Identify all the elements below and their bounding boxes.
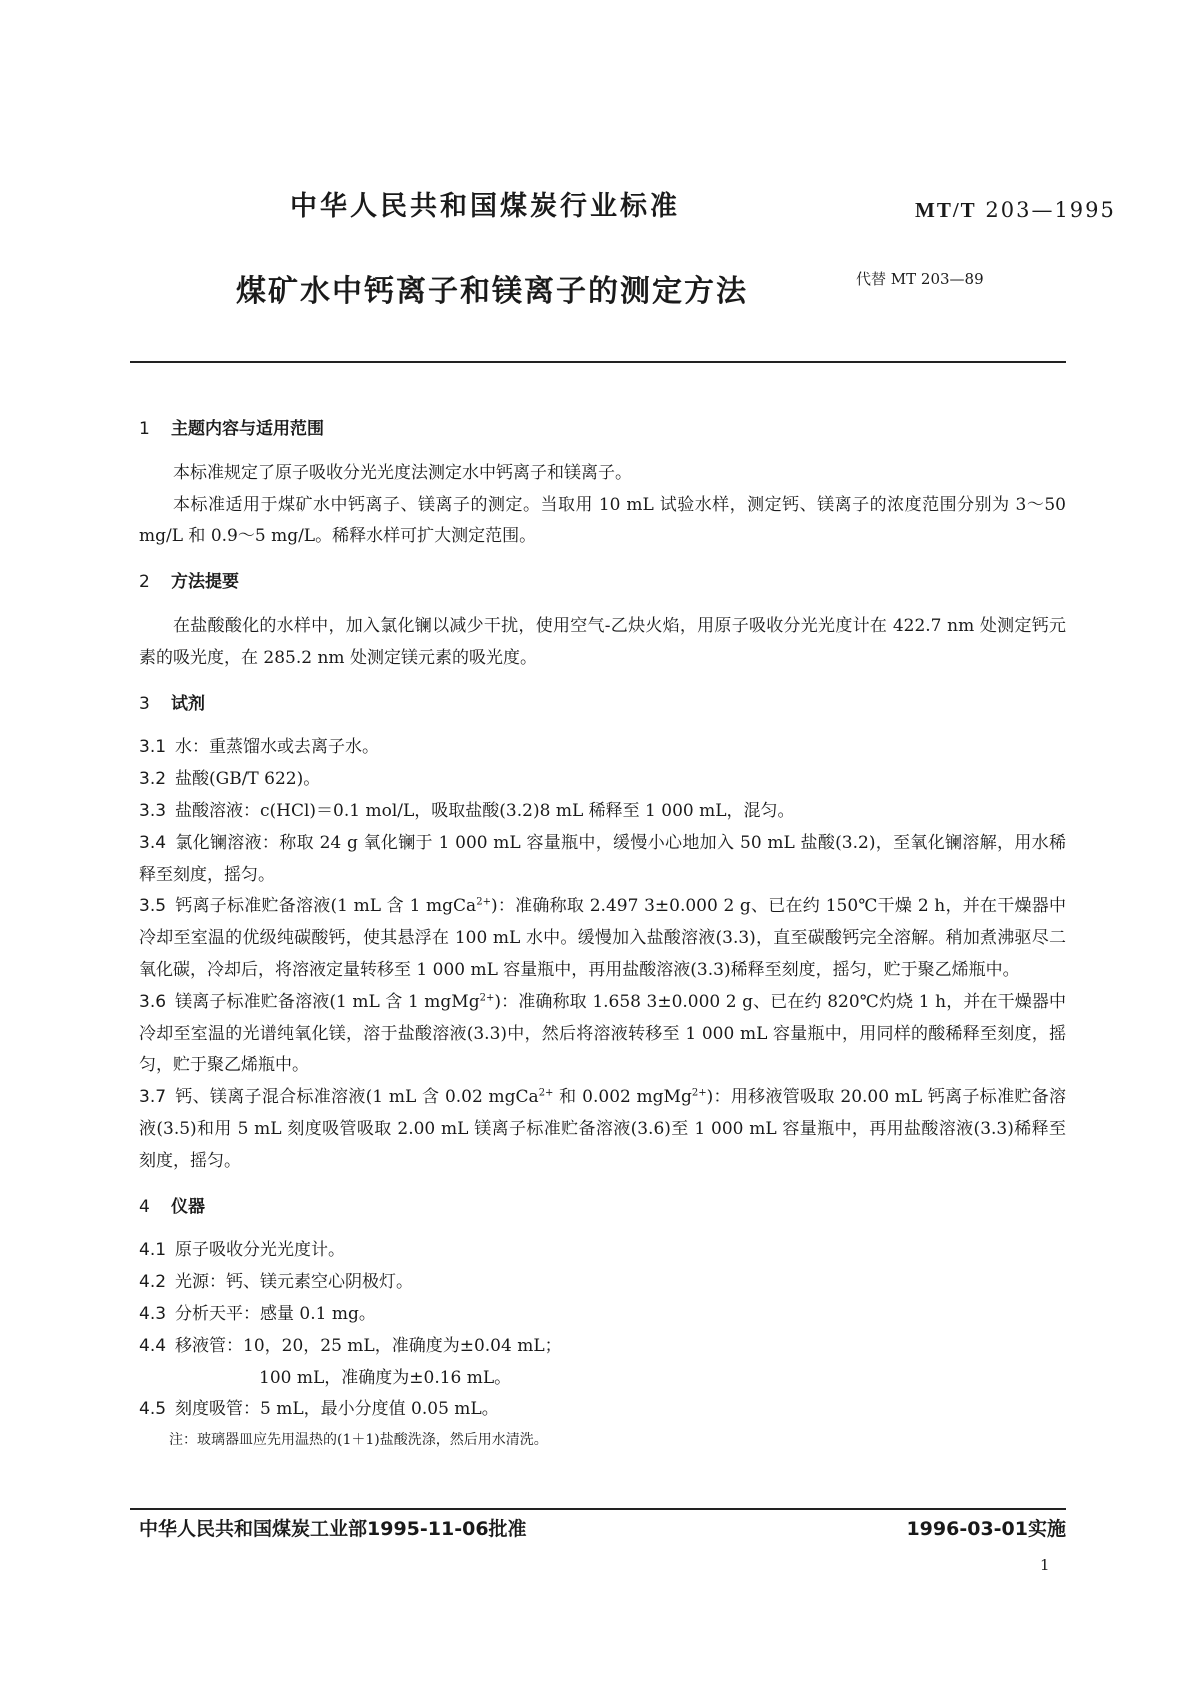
section-number: 1	[139, 419, 150, 439]
item-text: 和 0.002 mgMg	[553, 1087, 692, 1108]
item-text: 盐酸(GB/T 622)。	[175, 769, 321, 790]
section-title: 试剂	[171, 693, 205, 714]
section-number: 4	[139, 1196, 150, 1217]
list-item	[139, 828, 1066, 892]
item-text: 移液管：10，20，25 mL，准确度为±0.04 mL；	[175, 1335, 562, 1356]
item-number: 4.1	[139, 1240, 167, 1261]
effective-date: 1996-03-01实施	[906, 1518, 1066, 1540]
header-divider	[130, 361, 1066, 363]
section-2-heading	[139, 567, 1066, 599]
list-item-continuation: 100 mL，准确度为±0.16 mL。	[259, 1367, 512, 1388]
paragraph: 本标准适用于煤矿水中钙离子、镁离子的测定。当取用 10 mL 试验水样，测定钙、镁离子的浓度范围分别为 3～50 mg/L 和 0.9～5 mg/L。稀释水样可扩大测定范围。	[139, 494, 1066, 547]
item-number: 3.3	[139, 800, 167, 821]
item-number: 4.3	[139, 1303, 167, 1324]
list-item	[139, 891, 1066, 986]
section-4-heading	[139, 1192, 1066, 1224]
paragraph: 在盐酸酸化的水样中，加入氯化镧以减少干扰，使用空气-乙炔火焰，用原子吸收分光光度计在 422.7 nm 处测定钙元素的吸光度，在 285.2 nm 处测定镁元素的吸光度。	[139, 615, 1066, 668]
item-text: 刻度吸管：5 mL，最小分度值 0.05 mL。	[175, 1399, 499, 1420]
list-item	[139, 1394, 1066, 1426]
standard-category: 中华人民共和国煤炭行业标准	[290, 191, 680, 222]
section-number: 3	[139, 693, 150, 714]
paragraph: 本标准规定了原子吸收分光光度法测定水中钙离子和镁离子。	[173, 462, 632, 483]
page-number: 1	[1040, 1556, 1050, 1574]
list-item	[139, 1299, 1066, 1331]
item-text: 钙离子标准贮备溶液(1 mL 含 1 mgCa	[175, 896, 477, 917]
item-text: )：准确称取 1.658 3±0.000 2 g、已在约 820℃灼烧 1 h，并在干燥器中冷却至室温的光谱纯氧化镁，溶于盐酸溶液(3.3)中，然后将溶液转移至 1 000 mL 容量瓶中，用同样的酸稀释至刻度，摇匀，贮于聚乙烯瓶中。	[139, 991, 1066, 1076]
superscript: 2+	[538, 1087, 554, 1099]
section-title: 方法提要	[171, 572, 239, 593]
item-number: 3.4	[139, 832, 167, 853]
list-item	[139, 1331, 1066, 1363]
standard-code	[915, 198, 1116, 223]
note: 注：玻璃器皿应先用温热的(1＋1)盐酸洗涤，然后用水清洗。	[169, 1432, 548, 1449]
item-number: 4.5	[139, 1399, 167, 1420]
item-number: 3.2	[139, 769, 167, 790]
list-item	[139, 764, 1066, 796]
item-text: 氯化镧溶液：称取 24 g 氧化镧于 1 000 mL 容量瓶中，缓慢小心地加入 50 mL 盐酸(3.2)，至氧化镧溶解，用水稀释至刻度，摇匀。	[139, 832, 1066, 885]
item-text: )：准确称取 2.497 3±0.000 2 g、已在约 150℃干燥 2 h，并在干燥器中冷却至室温的优级纯碳酸钙，使其悬浮在 100 mL 水中。缓慢加入盐酸溶液(3.3)，直至碳酸钙完全溶解。稍加煮沸驱尽二氧化碳，冷却后，将溶液定量转移至 1 000 mL 容量瓶中，再用盐酸溶液(3.3)稀释至刻度，摇匀，贮于聚乙烯瓶中。	[139, 896, 1067, 980]
list-item	[139, 1082, 1066, 1177]
item-text: 分析天平：感量 0.1 mg。	[175, 1303, 376, 1324]
section-title: 仪器	[171, 1196, 205, 1217]
code-prefix: MT/T	[915, 198, 977, 222]
list-item	[139, 1267, 1066, 1299]
section-number: 2	[139, 572, 150, 593]
item-text: 原子吸收分光光度计。	[175, 1240, 345, 1261]
section-title: 主题内容与适用范围	[171, 419, 324, 439]
item-text: 光源：钙、镁元素空心阴极灯。	[175, 1272, 413, 1293]
superscript: 2+	[476, 896, 491, 908]
item-number: 4.4	[139, 1335, 167, 1356]
section-1-heading	[139, 414, 1066, 446]
item-text: 水：重蒸馏水或去离子水。	[175, 737, 379, 758]
item-number: 3.5	[139, 896, 167, 917]
footer-divider	[130, 1508, 1066, 1510]
superscript: 2+	[479, 992, 495, 1004]
section-3-heading	[139, 689, 1066, 721]
approval-text: 中华人民共和国煤炭工业部1995-11-06批准	[139, 1518, 527, 1540]
item-number: 3.7	[139, 1087, 167, 1108]
item-number: 4.2	[139, 1272, 167, 1293]
item-number: 3.1	[139, 737, 167, 758]
item-text: 钙、镁离子混合标准溶液(1 mL 含 0.02 mgCa	[175, 1087, 539, 1108]
item-number: 3.6	[139, 991, 167, 1012]
document-title: 煤矿水中钙离子和镁离子的测定方法	[236, 274, 748, 309]
item-text: 盐酸溶液：c(HCl)＝0.1 mol/L，吸取盐酸(3.2)8 mL 稀释至 1 000 mL，混匀。	[175, 800, 795, 821]
list-item	[139, 1235, 1066, 1267]
list-item	[139, 796, 1066, 828]
replaces-note: 代替 MT 203—89	[856, 270, 984, 288]
document-body	[139, 414, 1066, 1454]
item-text: 镁离子标准贮备溶液(1 mL 含 1 mgMg	[175, 991, 480, 1012]
list-item	[139, 732, 1066, 764]
item-text: )：用移液管吸取 20.00 mL 钙离子标准贮备溶液(3.5)和用 5 mL 刻度吸管吸取 2.00 mL 镁离子标准贮备溶液(3.6)至 1 000 mL 容量瓶中，再用盐酸溶液(3.3)稀释至刻度，摇匀。	[139, 1087, 1067, 1171]
list-item	[139, 987, 1066, 1082]
superscript: 2+	[691, 1087, 707, 1099]
code-number: 203—1995	[985, 198, 1116, 222]
